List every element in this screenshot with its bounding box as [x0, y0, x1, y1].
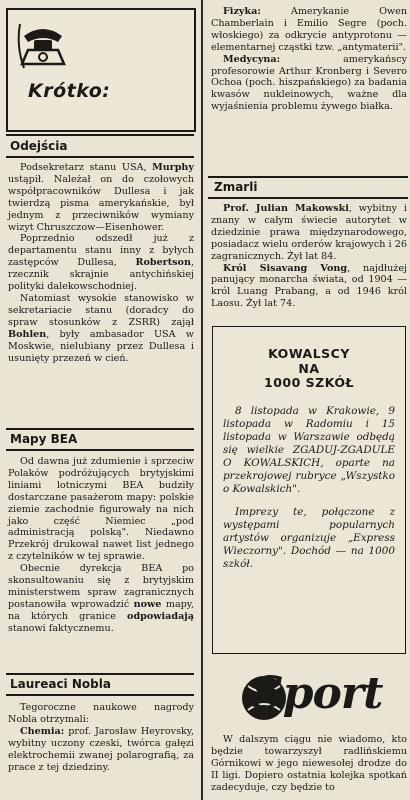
kowalscy-text	[223, 405, 395, 571]
sport-logo	[238, 668, 398, 728]
paragraph: 8 listopada w Krakowie, 9 listopada w Radomiu i 15 listopada w Warszawie odbędą się wielkie ZGADUJ-ZGADULE O KOWALSKICH, oparte na przekrojowej rubryce „Wszystko o Kowalskich".	[223, 405, 395, 495]
paragraph: Medycyna: amerykańscy profesorowie Arthur Kronberg i Severo Ochoa (poch. hiszpańskiego) za badania kwasów nukleinowych, ważne dla wyjaśnienia problemu żywego białka.	[211, 53, 407, 113]
nobel-text	[8, 702, 194, 773]
paragraph: Fizyka: Amerykanie Owen Chamberlain i Emilio Segre (poch. włoskiego) za odkrycie antyprotonu — elementarnej cząstki tzw. „antymaterii".	[211, 6, 407, 53]
mapy-bea-text	[8, 456, 194, 635]
divider	[6, 673, 194, 675]
paragraph: Od dawna już zdumienie i sprzeciw Polaków podróżujących brytyjskimi liniami lotniczymi BEA budziły dostarczane pasażerom mapy: polskie ziemie zachodnie figurowały na nich jako część Niemiec „pod administracją polską". Niedawno Przekrój drukował nawet list jednego z czytelników w tej sprawie.	[8, 456, 194, 563]
odejscia-text	[8, 162, 194, 364]
paragraph: Król Sisavang Vong, najdłużej panujący monarcha świata, od 1904 — król Luang Prabang, a od 1946 król Laosu. Żył lat 74.	[211, 262, 407, 310]
kowalscy-title: KOWALSCY NA 1000 SZKÓŁ	[264, 346, 354, 390]
sport-text	[211, 734, 407, 794]
paragraph: Podsekretarz stanu USA, Murphy ustąpił. Należał on do czołowych współpracowników Dullesa i jak twierdzą pisma amerykańskie, był jednym z przeciwników wymiany wizyt Chruszczow—Eisenhower.	[8, 162, 194, 233]
paragraph: W dalszym ciągu nie wiadomo, kto będzie towarzyszył radlińskiemu Górnikowi w jego niewesołej drodze do II ligi. Dopiero ostatnia kolejka spotkań zadecyduje, czy będzie to	[211, 734, 407, 793]
paragraph: Obecnie dyrekcja BEA po skonsultowaniu się z brytyjskim ministerstwem spraw zagranicznych postanowiła wprowadzić nowe mapy, na których granice odpowiadają stanowi faktycznemu.	[8, 563, 194, 634]
telephone-icon	[14, 16, 72, 70]
krotko-header-box	[6, 8, 196, 132]
sport-title: Sport	[252, 668, 383, 719]
divider	[6, 134, 194, 136]
divider	[208, 176, 408, 178]
krotko-title: Krótko:	[28, 80, 111, 102]
section-title-odejscia: Odejścia	[10, 139, 68, 153]
column-divider	[201, 0, 203, 800]
kowalscy-box	[212, 326, 406, 654]
divider	[6, 428, 194, 430]
divider	[6, 694, 194, 696]
paragraph: Natomiast wysokie stanowisko w sekretariacie stanu (doradcy do spraw stosunków z ZSRR) zajął Bohlen, były ambasador USA w Moskwie, nielubiany przez Dullesa i usunięty przezeń w cień.	[8, 292, 194, 364]
paragraph: Imprezy te, połączone z występami popularnych artystów organizuje „Express Wieczorny". Dochód — na 1000 szkół.	[223, 506, 395, 570]
section-title-zmarli: Zmarli	[214, 180, 258, 194]
section-title-mapy-bea: Mapy BEA	[10, 432, 78, 446]
paragraph: Prof. Julian Makowski, wybitny i znany w całym świecie autorytet w dziedzinie prawa międzynarodowego, posiadacz wielu orderów krajowych i 26 zagranicznych. Żył lat 84.	[211, 203, 407, 262]
paragraph: Tegoroczne naukowe nagrody Nobla otrzymali:	[8, 702, 194, 725]
paragraph: Poprzednio odszedł już z departamentu stanu inny z byłych zastępców Dullesa, Robertson, rzecznik skrajnie antychińskiej polityki dalekowschodniej.	[8, 233, 194, 293]
paragraph: Chemia: prof. Jarosław Heyrovsky, wybitny uczony czeski, twórca gałęzi elektrochemii zwanej polarografią, za prace z tej dziedziny.	[8, 725, 194, 773]
divider	[208, 197, 408, 199]
divider	[6, 449, 194, 451]
nobel-continued-text	[211, 6, 407, 113]
zmarli-text	[211, 203, 407, 310]
divider	[6, 156, 194, 158]
section-title-laureaci-nobla: Laureaci Nobla	[10, 677, 111, 691]
